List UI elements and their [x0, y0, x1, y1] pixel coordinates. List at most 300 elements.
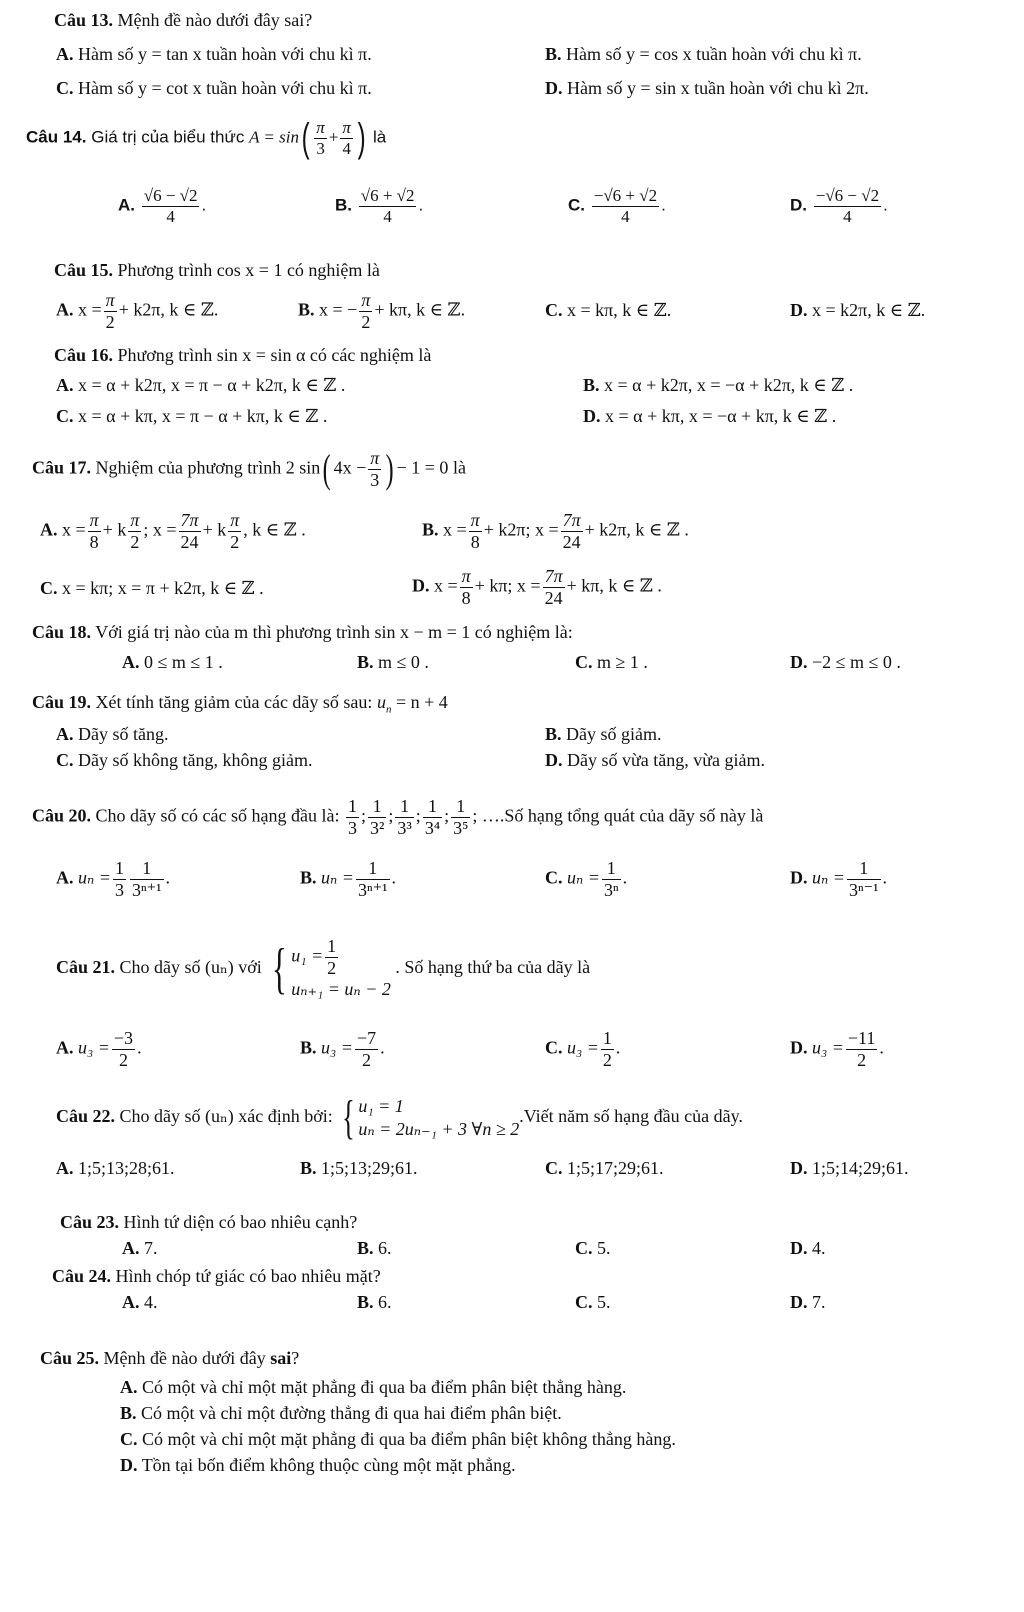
- q18-option-d: [790, 652, 901, 673]
- q24-option-b: [357, 1292, 392, 1313]
- q22-stem-post: .Viết năm số hạng đầu của dãy.: [519, 1106, 743, 1127]
- q17-option-a-p3: ; x =: [143, 519, 177, 540]
- q16-option-a-letter: A.: [56, 375, 74, 395]
- q13-option-b-letter: B.: [545, 44, 562, 64]
- q15-option-b-pre: x = −: [319, 299, 358, 320]
- q24-option-a-letter: A.: [122, 1292, 140, 1312]
- q17-option-b-p1: x =: [443, 519, 467, 540]
- q21-option-d-num: −11: [847, 1028, 876, 1048]
- q22-option-a-text: 1;5;13;28;61.: [78, 1158, 175, 1178]
- q21-system-brace: {: [272, 937, 288, 1000]
- q20-option-d-pre: uₙ =: [812, 867, 845, 888]
- q20-option-d-n1: 1: [847, 858, 881, 880]
- q20-term-1: [346, 796, 359, 838]
- q13-option-c-letter: C.: [56, 78, 74, 98]
- q18-option-b: [357, 652, 429, 673]
- q16-option-d-text: x = α + kπ, x = −α + kπ, k ∈ ℤ .: [605, 406, 837, 426]
- q20-option-b-n1: 1: [356, 858, 390, 880]
- q14-frac-2: [340, 118, 353, 158]
- q15-stem-text: Phương trình cos x = 1 có nghiệm là: [117, 260, 380, 280]
- q20-term-2: [368, 796, 386, 838]
- q15-label: Câu 15.: [54, 260, 114, 280]
- q20-option-a-frac-2: [130, 858, 164, 900]
- q25-option-d-letter: D.: [120, 1455, 138, 1475]
- q13-option-a: [56, 44, 372, 65]
- q17-option-b-frac-2: [561, 510, 583, 552]
- q20-term-1-den: 3: [347, 817, 357, 838]
- q17-option-a-frac-2: [128, 510, 141, 552]
- q20-option-c-d1: 3ⁿ: [603, 879, 619, 900]
- q25-option-a: [120, 1377, 626, 1398]
- q23-option-b: [357, 1238, 392, 1259]
- q15-option-b-den: 2: [361, 311, 371, 332]
- q25-option-c-text: Có một và chỉ một mặt phẳng đi qua ba điểm phân biệt không thẳng hàng.: [142, 1429, 676, 1449]
- q21-stem: [56, 936, 590, 1002]
- q24-option-d-text: 7.: [812, 1292, 826, 1312]
- q20-option-d-letter: D.: [790, 867, 808, 888]
- q16-option-c: [56, 406, 327, 427]
- q13-stem-text: Mệnh đề nào dưới đây sai?: [117, 10, 313, 30]
- q15-option-b-letter: B.: [298, 299, 315, 320]
- q20-term-4-num: 1: [423, 796, 442, 818]
- q15-option-d: [790, 300, 925, 321]
- q14-option-b: B. $\frac{√6 + √2}{4}$ .: [335, 186, 424, 226]
- q17-option-b-letter: B.: [422, 519, 439, 540]
- q20-option-c-frac: [602, 858, 621, 900]
- q19-option-d: [545, 750, 765, 771]
- q19-option-a: [56, 724, 168, 745]
- q21-option-b: B. u₃ = $\frac{-7}{2}$ .: [300, 1028, 385, 1070]
- q21-option-c-frac: [601, 1028, 614, 1070]
- q17-option-d-n1: π: [461, 566, 471, 586]
- q14-option-b-den: 4: [383, 206, 392, 226]
- q20-sep-4: ;: [444, 805, 450, 826]
- q22-system: [358, 1095, 519, 1142]
- q13-stem: [54, 10, 312, 31]
- q21-option-a-letter: A.: [56, 1037, 74, 1058]
- q17-option-d-d3: 24: [544, 587, 563, 608]
- q14-option-d: D. $\frac{-√6 - √2}{4}$ .: [790, 186, 888, 226]
- q17-option-b-n3: 7π: [562, 510, 581, 530]
- q14-option-a-num: √6 − √2: [143, 186, 198, 205]
- q14-option-a-letter: A.: [118, 195, 135, 215]
- q17-option-d-p2: + kπ; x =: [474, 575, 541, 596]
- q21-option-c: C. u₃ = $\frac{1}{2}$ .: [545, 1028, 621, 1070]
- q20-option-b-post: .: [391, 867, 397, 888]
- q24-option-b-letter: B.: [357, 1292, 374, 1312]
- q17-option-b-d3: 24: [562, 531, 581, 552]
- q17-option-b-p2: + k2π; x =: [483, 519, 559, 540]
- q22-option-b: [300, 1158, 418, 1179]
- q23-stem: [60, 1212, 357, 1233]
- q15-option-b: [298, 290, 465, 332]
- q18-option-a-letter: A.: [122, 652, 140, 672]
- q20-option-a-n1: 1: [114, 858, 124, 878]
- q19-expr-sub: n: [385, 703, 392, 716]
- q20-option-a-frac-1: [113, 858, 126, 900]
- q25-option-b-letter: B.: [120, 1403, 137, 1423]
- q24-option-d-letter: D.: [790, 1292, 808, 1312]
- q14-option-a-den: 4: [166, 206, 175, 226]
- q20-option-c-n1: 1: [602, 858, 621, 880]
- q20-sep-1: ;: [360, 805, 366, 826]
- q14-option-c-num: −√6 + √2: [593, 186, 658, 205]
- q16-stem-text: Phương trình sin x = sin α có các nghiệm là: [117, 345, 432, 365]
- q23-option-a-letter: A.: [122, 1238, 140, 1258]
- q25-option-b-text: Có một và chỉ một đường thẳng đi qua hai điểm phân biệt.: [141, 1403, 562, 1423]
- q15-option-a-letter: A.: [56, 299, 74, 320]
- q16-option-d: [583, 406, 836, 427]
- q14-option-d-letter: D.: [790, 195, 807, 215]
- q20-label: Câu 20.: [32, 805, 92, 826]
- q13-label: Câu 13.: [54, 10, 114, 30]
- q20-sep-3: ;: [415, 805, 421, 826]
- q18-option-c: [575, 652, 648, 673]
- q18-option-d-text: −2 ≤ m ≤ 0 .: [812, 652, 901, 672]
- q17-option-b: [422, 510, 689, 552]
- q19-option-b-letter: B.: [545, 724, 562, 744]
- q15-option-c-text: x = kπ, k ∈ ℤ.: [567, 300, 672, 320]
- q19-stem: [32, 692, 448, 716]
- q17-option-b-frac-1: [469, 510, 482, 552]
- q19-option-a-text: Dãy số tăng.: [78, 724, 169, 744]
- q20-sep-2: ;: [388, 805, 394, 826]
- q20-term-4-den: 3⁴: [424, 817, 441, 838]
- q22-option-a: [56, 1158, 175, 1179]
- q20-term-2-den: 3²: [369, 817, 385, 838]
- q20-option-a-d2: 3ⁿ⁺¹: [131, 879, 162, 900]
- q17-option-a-p1: x =: [62, 519, 86, 540]
- q19-label: Câu 19.: [32, 692, 92, 712]
- q17-stem-post: là: [452, 457, 466, 478]
- q18-option-a: [122, 652, 223, 673]
- q23-option-d: [790, 1238, 826, 1259]
- q17-option-a-d4: 2: [230, 531, 240, 552]
- q14-stem-pre: Giá trị của biểu thức: [91, 127, 245, 147]
- q20-option-a-letter: A.: [56, 867, 74, 888]
- q17-frac-den: 3: [370, 469, 380, 490]
- q17-option-b-n1: π: [470, 510, 480, 530]
- q23-label: Câu 23.: [60, 1212, 120, 1232]
- q22-option-d-letter: D.: [790, 1158, 808, 1178]
- q20-option-a-n2: 1: [130, 858, 164, 880]
- q13-option-c: [56, 78, 372, 99]
- q14-stem-post: là: [373, 127, 387, 147]
- q17-option-a-frac-4: [228, 510, 241, 552]
- q15-option-a-num: π: [105, 290, 115, 310]
- q16-stem: [54, 345, 431, 366]
- q14-option-c-letter: C.: [568, 195, 585, 215]
- q14-option-d-frac: [814, 186, 881, 226]
- q17-option-a-p5: , k ∈ ℤ .: [243, 519, 306, 540]
- q21-option-a-den: 2: [118, 1049, 128, 1070]
- q19-option-b: [545, 724, 662, 745]
- q21-stem-post: . Số hạng thứ ba của dãy là: [395, 957, 591, 978]
- q15-option-a-frac: [104, 290, 117, 332]
- q16-option-b-letter: B.: [583, 375, 600, 395]
- q25-stem: [40, 1348, 299, 1369]
- q23-option-d-letter: D.: [790, 1238, 808, 1258]
- q16-option-a-text: x = α + k2π, x = π − α + k2π, k ∈ ℤ .: [78, 375, 346, 395]
- q18-option-b-letter: B.: [357, 652, 374, 672]
- q23-option-a: [122, 1238, 158, 1259]
- q15-option-a-den: 2: [105, 311, 115, 332]
- q24-label: Câu 24.: [52, 1266, 112, 1286]
- q16-option-c-letter: C.: [56, 406, 74, 426]
- q24-option-a-text: 4.: [144, 1292, 158, 1312]
- q16-option-b-text: x = α + k2π, x = −α + k2π, k ∈ ℤ .: [604, 375, 854, 395]
- q20-stem: [32, 796, 763, 838]
- q21-option-d-pre: u₃ =: [812, 1037, 844, 1058]
- q16-option-d-letter: D.: [583, 406, 601, 426]
- q15-option-c-letter: C.: [545, 300, 563, 320]
- q17-option-a-d1: 8: [89, 531, 99, 552]
- q17-option-a-n4: π: [230, 510, 240, 530]
- q23-option-c: [575, 1238, 611, 1259]
- q14-frac-2-num: π: [342, 118, 351, 137]
- q20-term-5-den: 3⁵: [453, 817, 469, 838]
- q23-option-c-text: 5.: [597, 1238, 611, 1258]
- q14-option-c: C. $\frac{-√6 + √2}{4}$ .: [568, 186, 666, 226]
- q15-option-b-frac: [359, 290, 372, 332]
- q20-option-b-letter: B.: [300, 867, 317, 888]
- q23-option-b-letter: B.: [357, 1238, 374, 1258]
- q21-option-d-letter: D.: [790, 1037, 808, 1058]
- q21-option-b-num: −7: [356, 1028, 377, 1048]
- q24-stem-text: Hình chóp tứ giác có bao nhiêu mặt?: [115, 1266, 381, 1286]
- q24-option-d: [790, 1292, 826, 1313]
- q14-frac-2-den: 4: [342, 138, 351, 158]
- q21-option-a-frac: [112, 1028, 135, 1070]
- q14-stem: [26, 116, 387, 161]
- q20-option-c: [545, 858, 627, 900]
- q17-option-a-n3: 7π: [180, 510, 199, 530]
- q22-option-c: [545, 1158, 664, 1179]
- q21-option-b-letter: B.: [300, 1037, 317, 1058]
- q20-term-1-num: 1: [347, 796, 357, 816]
- q21-stem-pre: Cho dãy số (uₙ) với: [119, 957, 262, 978]
- q13-option-a-text: Hàm số y = tan x tuần hoàn với chu kì π.: [78, 44, 372, 64]
- q21-system-line-1: [291, 936, 391, 978]
- q17-option-a-d2: 2: [130, 531, 140, 552]
- q20-option-c-letter: C.: [545, 867, 563, 888]
- q24-option-a: [122, 1292, 158, 1313]
- q25-option-a-text: Có một và chỉ một mặt phẳng đi qua ba điểm phân biệt thẳng hàng.: [142, 1377, 627, 1397]
- q23-stem-text: Hình tứ diện có bao nhiêu cạnh?: [123, 1212, 358, 1232]
- q17-option-a-n1: π: [89, 510, 99, 530]
- q17-stem: [32, 448, 466, 490]
- q17-option-d-p5: + kπ, k ∈ ℤ .: [566, 575, 662, 596]
- q14-option-b-frac: [359, 186, 417, 226]
- q17-option-d-p1: x =: [434, 575, 458, 596]
- q17-option-a-frac-3: [179, 510, 201, 552]
- q17-frac-num: π: [370, 448, 380, 468]
- q20-term-4: [423, 796, 442, 838]
- q22-stem: [56, 1091, 743, 1144]
- q25-option-a-letter: A.: [120, 1377, 138, 1397]
- q16-option-c-text: x = α + kπ, x = π − α + kπ, k ∈ ℤ .: [78, 406, 328, 426]
- q23-option-d-text: 4.: [812, 1238, 826, 1258]
- q22-stem-pre: Cho dãy số (uₙ) xác định bởi:: [119, 1106, 333, 1127]
- q21-option-c-den: 2: [602, 1049, 612, 1070]
- q21-option-b-frac: [355, 1028, 378, 1070]
- q19-expr-post: = n + 4: [391, 692, 448, 712]
- q21-option-b-pre: u₃ =: [321, 1037, 353, 1058]
- q22-option-b-text: 1;5;13;29;61.: [321, 1158, 418, 1178]
- q17-stem-pre: Nghiệm của phương trình: [95, 457, 282, 478]
- q21-system: [291, 936, 391, 1002]
- q17-option-d-n3: 7π: [544, 566, 563, 586]
- q24-option-c-text: 5.: [597, 1292, 611, 1312]
- q14-option-b-letter: B.: [335, 195, 352, 215]
- q14-frac-1-num: π: [316, 118, 325, 137]
- q13-option-d: [545, 78, 869, 99]
- q15-option-a: [56, 290, 218, 332]
- q20-option-b-frac: [356, 858, 390, 900]
- q23-option-c-letter: C.: [575, 1238, 593, 1258]
- q19-expr: u: [376, 692, 386, 712]
- q24-option-b-text: 6.: [378, 1292, 392, 1312]
- q17-label: Câu 17.: [32, 457, 92, 478]
- q14-option-c-den: 4: [621, 206, 630, 226]
- q20-term-5: [451, 796, 470, 838]
- q17-option-a-p2: + k: [102, 519, 127, 540]
- q18-option-d-letter: D.: [790, 652, 808, 672]
- q20-option-c-pre: uₙ =: [567, 867, 600, 888]
- q14-frac-1: [314, 118, 327, 158]
- q18-stem-text: Với giá trị nào của m thì phương trình sin x − m = 1 có nghiệm là:: [95, 622, 573, 642]
- q22-option-d-text: 1;5;14;29;61.: [812, 1158, 909, 1178]
- q21-system-frac-den: 2: [327, 957, 337, 978]
- q17-option-b-p5: + k2π, k ∈ ℤ .: [584, 519, 689, 540]
- q21-option-c-letter: C.: [545, 1037, 563, 1058]
- q17-option-c: [40, 578, 264, 599]
- q21-label: Câu 21.: [56, 957, 116, 978]
- q13-option-d-letter: D.: [545, 78, 563, 98]
- q17-option-a-d3: 24: [180, 531, 199, 552]
- q19-option-d-letter: D.: [545, 750, 563, 770]
- q14-frac-1-den: 3: [316, 138, 325, 158]
- q25-option-d-text: Tồn tại bốn điểm không thuộc cùng một mặt phẳng.: [141, 1455, 516, 1475]
- q21-option-c-pre: u₃ =: [567, 1037, 599, 1058]
- q23-option-a-text: 7.: [144, 1238, 158, 1258]
- q15-option-c: [545, 300, 671, 321]
- q20-option-a-d1: 3: [114, 879, 124, 900]
- q19-option-b-text: Dãy số giảm.: [566, 724, 662, 744]
- q15-option-a-post: + k2π, k ∈ ℤ.: [118, 299, 219, 320]
- q20-term-2-num: 1: [368, 796, 386, 818]
- q22-option-c-text: 1;5;17;29;61.: [567, 1158, 664, 1178]
- q19-option-c-text: Dãy số không tăng, không giảm.: [78, 750, 313, 770]
- q21-system-frac: [325, 936, 338, 978]
- q20-option-a: [56, 858, 170, 900]
- q19-option-c-letter: C.: [56, 750, 74, 770]
- q17-frac: [368, 448, 381, 490]
- q21-system-frac-num: 1: [327, 936, 337, 956]
- q21-option-b-den: 2: [362, 1049, 371, 1070]
- q13-option-d-text: Hàm số y = sin x tuần hoàn với chu kì 2π.: [567, 78, 869, 98]
- q24-stem: [52, 1266, 381, 1287]
- q15-option-a-pre: x =: [78, 299, 102, 320]
- q20-stem-pre: Cho dãy số có các số hạng đầu là:: [95, 805, 340, 826]
- q17-expr-pre: 2 sin: [285, 457, 321, 478]
- q20-option-d-d1: 3ⁿ⁻¹: [848, 879, 879, 900]
- q19-option-c: [56, 750, 312, 771]
- q21-option-d-den: 2: [857, 1049, 867, 1070]
- q18-label: Câu 18.: [32, 622, 92, 642]
- q18-option-c-text: m ≥ 1 .: [597, 652, 648, 672]
- q21-option-d: D. u₃ = $\frac{-11}{2}$ .: [790, 1028, 884, 1070]
- q21-option-a-num: −3: [113, 1028, 134, 1048]
- q14-plus: +: [328, 127, 339, 147]
- q19-option-a-letter: A.: [56, 724, 74, 744]
- q25-option-b: [120, 1403, 562, 1424]
- q17-option-c-text: x = kπ; x = π + k2π, k ∈ ℤ .: [62, 578, 264, 598]
- q20-option-d: [790, 858, 887, 900]
- q16-label: Câu 16.: [54, 345, 114, 365]
- q17-option-d-letter: D.: [412, 575, 430, 596]
- q18-option-c-letter: C.: [575, 652, 593, 672]
- q22-system-line-1: u₁ = 1: [358, 1095, 404, 1116]
- q17-option-a-letter: A.: [40, 519, 58, 540]
- q15-option-d-letter: D.: [790, 300, 808, 320]
- q17-expr-in: 4x −: [333, 457, 367, 478]
- q20-term-3: [395, 796, 413, 838]
- q17-paren-close: ): [385, 446, 394, 492]
- q24-option-c: [575, 1292, 611, 1313]
- q20-option-a-pre: uₙ =: [78, 867, 111, 888]
- q20-term-3-num: 1: [395, 796, 413, 818]
- q18-option-a-text: 0 ≤ m ≤ 1 .: [144, 652, 223, 672]
- q20-term-5-num: 1: [451, 796, 470, 818]
- q14-option-a: A. $\frac{√6 - √2}{4}$ .: [118, 186, 207, 226]
- q25-label: Câu 25.: [40, 1348, 100, 1368]
- q17-option-a-frac-1: [88, 510, 101, 552]
- q19-option-d-text: Dãy số vừa tăng, vừa giảm.: [567, 750, 765, 770]
- q14-expr: A = sin: [249, 127, 299, 147]
- q17-option-a: [40, 510, 306, 552]
- q16-option-a: [56, 375, 345, 396]
- q21-option-d-frac: [846, 1028, 877, 1070]
- q17-paren-open: (: [322, 446, 331, 492]
- q25-stem-text: Mệnh đề nào dưới đây: [103, 1348, 266, 1368]
- q14-option-c-frac: [592, 186, 659, 226]
- q21-system-line-2: uₙ₊₁ = uₙ − 2: [291, 979, 391, 1000]
- q15-option-b-post: + kπ, k ∈ ℤ.: [374, 299, 466, 320]
- q22-option-a-letter: A.: [56, 1158, 74, 1178]
- q13-option-b: [545, 44, 862, 65]
- q13-option-b-text: Hàm số y = cos x tuần hoàn với chu kì π.: [566, 44, 862, 64]
- q25-stem-end: ?: [291, 1348, 300, 1368]
- q15-option-b-num: π: [361, 290, 371, 310]
- q23-option-b-text: 6.: [378, 1238, 392, 1258]
- q18-stem: [32, 622, 573, 643]
- q19-stem-text: Xét tính tăng giảm của các dãy số sau:: [95, 692, 373, 712]
- q22-option-c-letter: C.: [545, 1158, 563, 1178]
- q20-option-d-frac: [847, 858, 881, 900]
- q14-paren-open: (: [301, 116, 310, 161]
- q17-option-d-frac-1: [460, 566, 473, 608]
- q18-option-b-text: m ≤ 0 .: [378, 652, 429, 672]
- q17-option-d: [412, 566, 662, 608]
- q17-option-d-d1: 8: [461, 587, 471, 608]
- q21-option-a-pre: u₃ =: [78, 1037, 110, 1058]
- q14-option-a-frac: [142, 186, 200, 226]
- q13-option-c-text: Hàm số y = cot x tuần hoàn với chu kì π.: [78, 78, 372, 98]
- q15-stem: [54, 260, 380, 281]
- q25-stem-bold: sai: [270, 1348, 292, 1368]
- q20-option-b: [300, 858, 396, 900]
